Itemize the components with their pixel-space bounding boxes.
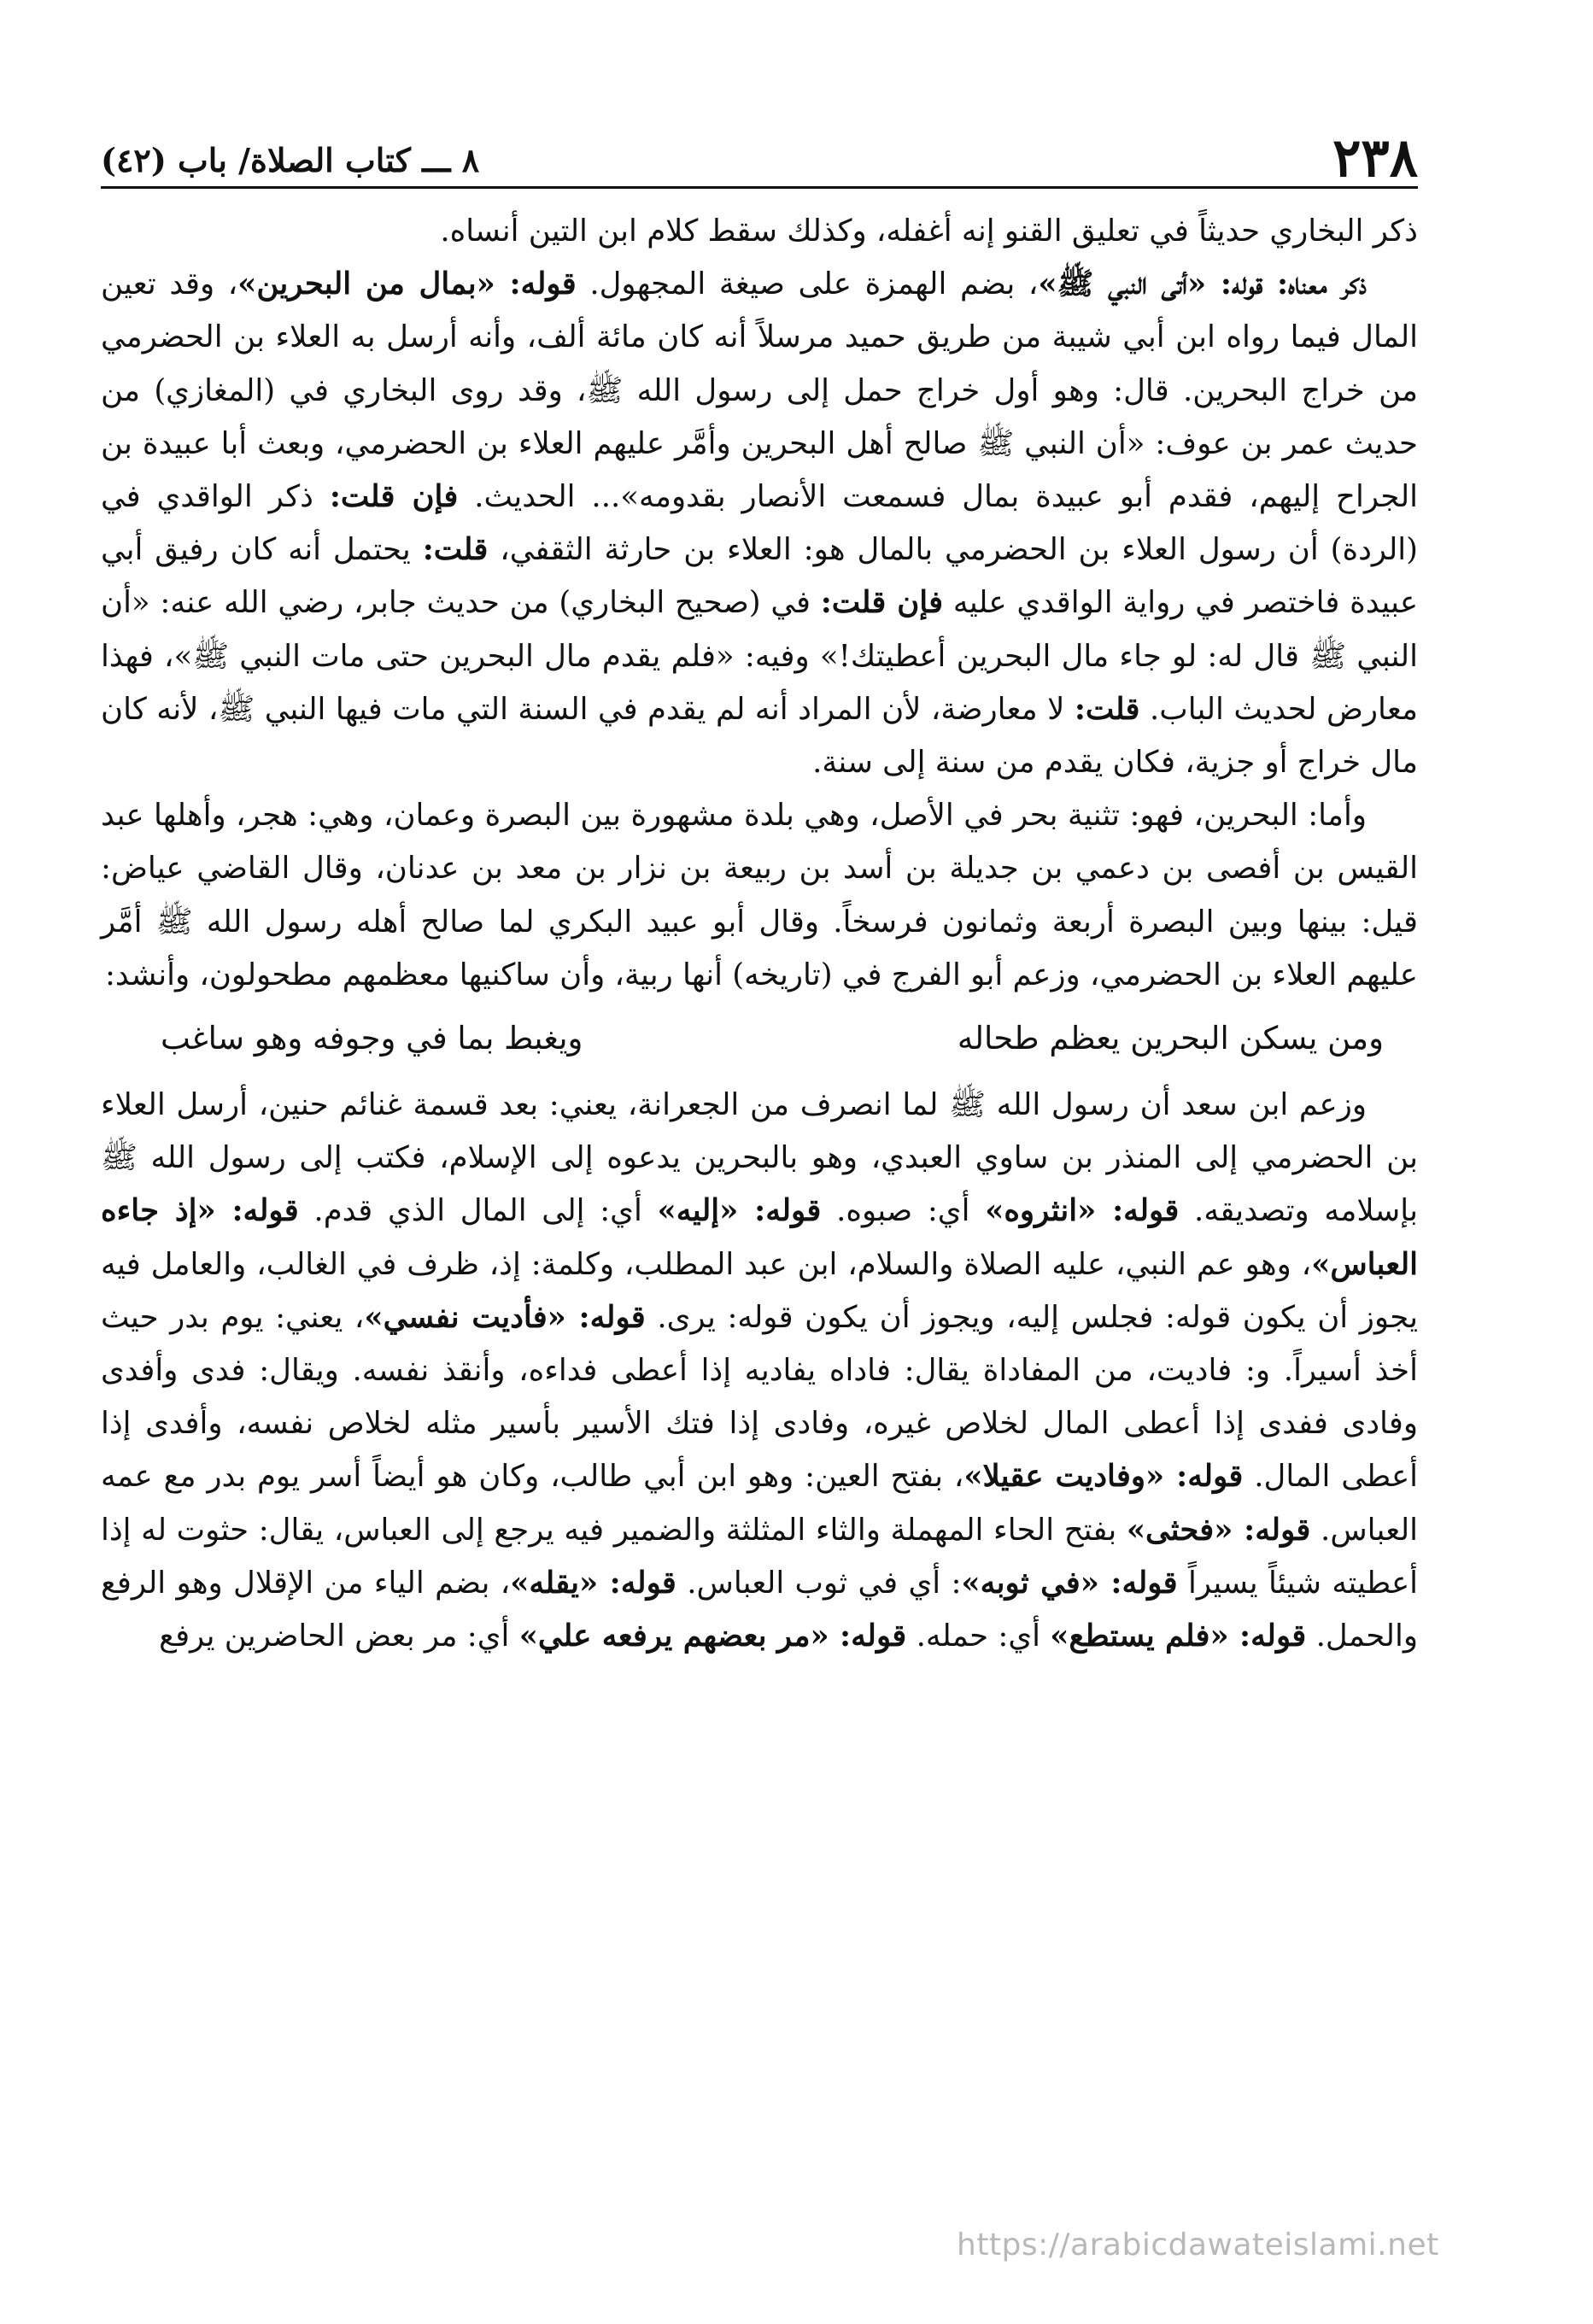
- text-run: ذكر البخاري حديثاً في تعليق القنو إنه أغفله، وكذلك سقط كلام ابن التين أنساه.: [440, 214, 1418, 249]
- bold-phrase: قوله: «إليه»: [657, 1193, 822, 1229]
- text-run: لا معارضة، لأن المراد أنه لم يقدم في السنة التي مات فيها النبي ﷺ، لأنه كان مال خراج أو جزية، فكان يقدم من سنة إلى سنة.: [101, 691, 1418, 781]
- bold-phrase: قوله: «إذ جاءه العباس»: [101, 1193, 1418, 1282]
- text-run: بفتح الحاء المهملة والثاء المثلثة والضمير فيه يرجع إلى العباس، يقال: حثوت له إذا أعطيته شيئاً يسيراً: [101, 1512, 1418, 1601]
- bold-phrase: قوله: «فلم يستطع»: [1050, 1619, 1307, 1654]
- paragraph: [101, 205, 1418, 258]
- text-run: ، بضم الياء من الإقلال وهو الرفع والحمل.: [101, 1565, 1418, 1654]
- text-run: في (صحيح البخاري) من حديث جابر، رضي الله عنه: «أن النبي ﷺ قال له: لو جاء مال البحرين أعطيتك!» وفيه: «فلم يقدم مال البحرين حتى مات النبي ﷺ»، فهذا معارض لحديث الباب.: [101, 585, 1418, 727]
- paragraph: [101, 789, 1418, 1002]
- bold-phrase: قلت:: [422, 532, 489, 568]
- bold-phrase: قوله: «مر بعضهم يرفعه علي»: [518, 1619, 907, 1654]
- bold-phrase: قوله: «انثروه»: [985, 1193, 1180, 1229]
- page-number: ٢٣٨: [1332, 126, 1418, 189]
- bold-phrase: قلت:: [1074, 691, 1140, 727]
- bold-phrase: قوله: «وفاديت عقيلا»: [963, 1459, 1244, 1495]
- bold-phrase: فإن قلت:: [820, 585, 944, 621]
- watermark: https://arabicdawateislami.net: [957, 2227, 1439, 2263]
- text-run: وأما: البحرين، فهو: تثنية بحر في الأصل، وهي بلدة مشهورة بين البصرة وعمان، وهي: هجر، وأهلها عبد القيس بن أفصى بن دعمي بن جديلة بن أسد بن ربيعة بن نزار بن معد بن عدنان، وقال القاضي عياض: قيل: بينها وبين البصرة أربعة وثمانون فرسخاً. وقال أبو عبيد البكري لما صالح أهله رسول الله ﷺ أمَّر عليهم العلاء بن الحضرمي، وزعم أبو الفرج في (تاريخه) أنها ربية، وأن ساكنيها معظمهم مطحولون، وأنشد:: [101, 798, 1418, 992]
- text-run: ، يعني: يوم بدر حيث أخذ أسيراً. و: فاديت، من المفاداة يقال: فاداه يفاديه إذا أعطى فداءه، وأنقذ نفسه. ويقال: فدى وأفدى وفادى ففدى إذا أعطى المال لخلاص غيره، وفادى إذا فتك الأسير بأسير مثله لخلاص نفسه، وأفدى إذا أعطى المال.: [101, 1299, 1419, 1495]
- text-run: : أي في ثوب العباس.: [676, 1565, 962, 1601]
- paragraph: [101, 258, 1418, 789]
- text-run: ، بفتح العين: وهو ابن أبي طالب، وكان هو أيضاً أسر يوم بدر مع عمه العباس.: [101, 1459, 1418, 1548]
- verse-second-hemistich: ويغبط بما في وجوفه وهو ساغب: [161, 1020, 583, 1057]
- text-run: أي: صبوه.: [821, 1193, 986, 1229]
- bold-phrase: قوله: «في ثوبه»: [961, 1565, 1178, 1601]
- bold-phrase: قوله: «فحثى»: [1126, 1512, 1311, 1548]
- text-run: وزعم ابن سعد أن رسول الله ﷺ لما انصرف من الجعرانة، يعني: بعد قسمة غنائم حنين، أرسل العلاء بن الحضرمي إلى المنذر بن ساوي العبدي، وهو بالبحرين يدعوه إلى الإسلام، فكتب إلى رسول الله ﷺ بإسلامه وتصديقه.: [101, 1087, 1418, 1229]
- bold-phrase: قوله: «بمال من البحرين»: [237, 266, 577, 302]
- paragraph: [101, 1079, 1418, 1663]
- verse-first-hemistich: ومن يسكن البحرين يعظم طحاله: [957, 1020, 1384, 1057]
- bold-phrase: فإن قلت:: [329, 479, 459, 515]
- chapter-title: ٨ ـــ كتاب الصلاة/ باب (٤٢): [101, 141, 480, 179]
- bold-phrase: قوله: «فأديت نفسي»: [364, 1299, 646, 1335]
- text-run: أي: مر بعض الحاضرين يرفع: [159, 1619, 519, 1654]
- page-body: [101, 205, 1418, 1663]
- paragraphs-after-verse: [101, 1079, 1418, 1663]
- bold-phrase: ذكر معناه: قوله: «أتى النبي ﷺ»: [1038, 266, 1368, 302]
- bold-phrase: قوله: «يقله»: [510, 1565, 676, 1601]
- text-run: أي: إلى المال الذي قدم.: [298, 1193, 658, 1229]
- poetry-verse: [101, 1007, 1418, 1070]
- page-header: [101, 126, 1418, 189]
- text-run: ، بضم الهمزة على صيغة المجهول.: [576, 266, 1039, 302]
- text-run: ذكر الواقدي في (الردة) أن رسول العلاء بن الحضرمي بالمال هو: العلاء بن حارثة الثقفي،: [101, 479, 1418, 568]
- paragraphs-before-verse: [101, 205, 1418, 1002]
- text-run: ، وهو عم النبي، عليه الصلاة والسلام، ابن عبد المطلب، وكلمة: إذ، ظرف في الغالب، والعامل فيه يجوز أن يكون قوله: فجلس إليه، ويجوز أن يكون قوله: يرى.: [101, 1246, 1418, 1335]
- text-run: أي: حمله.: [906, 1619, 1051, 1654]
- text-run: ، وقد تعين المال فيما رواه ابن أبي شيبة من طريق حميد مرسلاً أنه كان مائة ألف، وأنه أرسل به العلاء بن الحضرمي من خراج البحرين. قال: وهو أول خراج حمل إلى رسول الله ﷺ، وقد روى البخاري في (المغازي) من حديث عمر بن عوف: «أن النبي ﷺ صالح أهل البحرين وأمَّر عليهم العلاء بن الحضرمي، وبعث أبا عبيدة بن الجراح إليهم، فقدم أبو عبيدة بمال فسمعت الأنصار بقدومه»... الحديث.: [101, 266, 1419, 515]
- text-run: يحتمل أنه كان رفيق أبي عبيدة فاختصر في رواية الواقدي عليه: [101, 532, 1419, 621]
